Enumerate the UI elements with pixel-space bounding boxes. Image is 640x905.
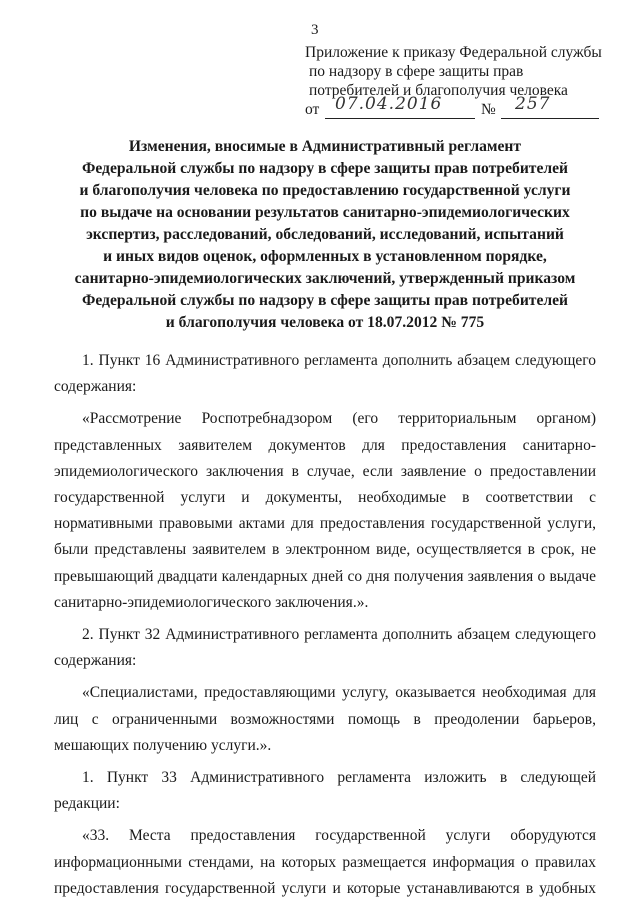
paragraph-line: государственной услуги и документы, необходимые в соответствии с [54, 489, 596, 507]
paragraph-line: информационными стендами, на которых размещается информация о правилах [54, 853, 596, 871]
document-title [60, 136, 590, 334]
paragraph-line: 1. Пункт 16 Административного регламента дополнить абзацем следующего [82, 352, 596, 369]
paragraph-line: содержания: [54, 378, 137, 396]
title-line: экспертиз, расследований, обследований, исследований, испытаний [86, 226, 564, 243]
paragraph-line: 1. Пункт 33 Административного регламента изложить в следующей [82, 769, 596, 787]
title-line: санитарно-эпидемиологических заключений, утвержденный приказом [74, 270, 576, 287]
title-line: и благополучия человека от 18.07.2012 № 775 [165, 314, 485, 331]
number-underline [501, 118, 599, 119]
title-line: по выдаче на основании результатов санитарно-эпидемиологических [80, 204, 570, 221]
paragraph-line: «Рассмотрение Роспотребнадзором (его территориальным органом) [82, 410, 596, 428]
title-line: Изменения, вносимые в Административный регламент [128, 138, 522, 155]
number-prefix: № [481, 101, 496, 118]
appendix-header [305, 43, 605, 122]
appendix-line: по надзору в сфере защиты прав [309, 63, 524, 80]
paragraph-line: предоставления государственной услуги и которые устанавливаются в удобных [54, 879, 596, 897]
date-prefix: от [305, 101, 320, 118]
title-line: Федеральной службы по надзору в сфере защиты прав потребителей [81, 160, 569, 177]
title-line: Федеральной службы по надзору в сфере защиты прав потребителей [81, 292, 569, 309]
appendix-date-number-row [305, 94, 605, 122]
handwritten-date: 07.04.2016 [335, 94, 443, 114]
paragraph-line: превышающий двадцати календарных дней со дня получения заявления о выдаче [54, 567, 596, 585]
handwritten-number: 257 [515, 94, 551, 114]
paragraph-line: мешающих получению услуги.». [54, 736, 272, 754]
paragraph-line: лиц с ограниченными возможностями помощь в преодолении барьеров, [54, 710, 596, 728]
paragraph-line: были представлены заявителем в электронном виде, осуществляется в срок, не [54, 541, 596, 559]
paragraph-6 [54, 823, 596, 902]
paragraph-line: эпидемиологического заключения в случае, если заявление о предоставлении [54, 462, 596, 480]
paragraph-4 [54, 680, 596, 759]
page-number: 3 [311, 22, 319, 38]
paragraph-3 [54, 622, 596, 674]
paragraph-line: «Специалистами, предоставляющими услугу, оказывается необходимая для [82, 684, 596, 702]
paragraph-line: редакции: [54, 795, 120, 813]
title-line: и иных видов оценок, оформленных в установленном порядке, [103, 248, 547, 265]
paragraph-5 [54, 765, 596, 817]
date-underline [325, 118, 475, 119]
paragraph-line: 2. Пункт 32 Административного регламента дополнить абзацем следующего [82, 626, 596, 644]
appendix-line: Приложение к приказу Федеральной службы [305, 44, 602, 61]
document-body [54, 348, 596, 902]
title-line: и благополучия человека по предоставлению государственной услуги [79, 182, 571, 199]
paragraph-line: «33. Места предоставления государственной услуги оборудуются [82, 827, 596, 845]
paragraph-line: содержания: [54, 652, 137, 670]
paragraph-line: нормативными правовыми актами для предоставления государственной услуги, [54, 515, 596, 533]
paragraph-line: представленных заявителем документов для предоставления санитарно- [54, 436, 596, 454]
paragraph-line: санитарно-эпидемиологического заключения.». [54, 593, 369, 611]
appendix-line: потребителей и благополучия человека [309, 82, 568, 99]
paragraph-2 [54, 406, 596, 616]
paragraph-1 [54, 348, 596, 400]
